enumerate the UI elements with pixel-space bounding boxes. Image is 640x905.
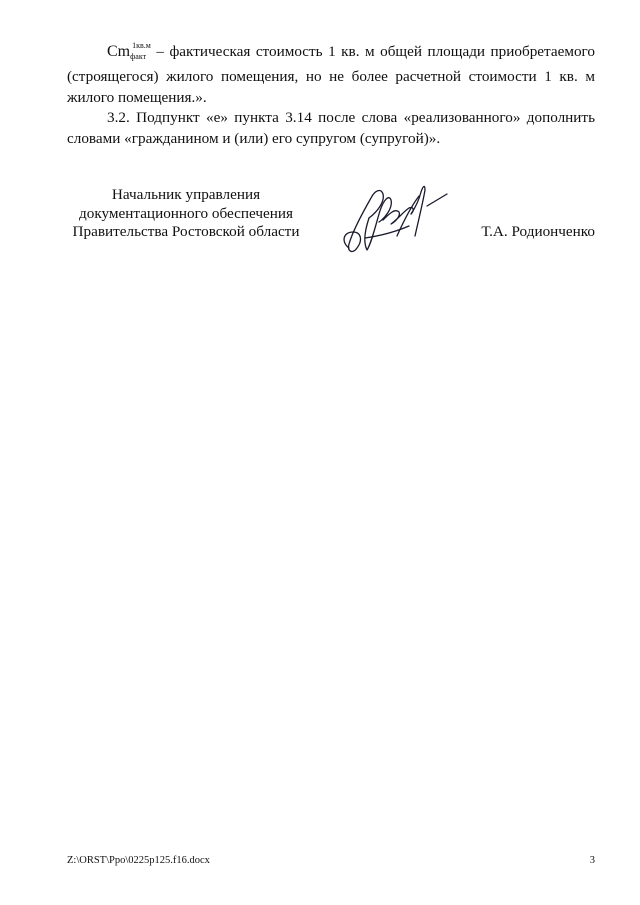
formula-subscript: факт (130, 52, 147, 61)
document-body (67, 36, 595, 149)
formula-symbol: Cm (107, 43, 131, 60)
footer-page-number: 3 (589, 855, 595, 866)
formula-description: – фактическая стоимость 1 кв. м общей площади приобретаемого (строящегося) жилого помещения, но не более расчетной стоимости 1 кв. м жилого помещения.». (67, 43, 595, 106)
signer-title-line-1: Начальник управления (111, 186, 261, 203)
signature-block (67, 186, 595, 266)
amendment-paragraph: 3.2. Подпункт «е» пункта 3.14 после слова «реализованного» дополнить словами «гражданином и (или) его супругом (супругой)». (67, 109, 595, 147)
formula-paragraph (67, 36, 595, 108)
signer-title (67, 186, 305, 242)
signer-title-line-2: документационного обеспечения (79, 204, 293, 222)
signer-title-line-3: Правительства Ростовской области (72, 223, 300, 241)
formula-superscript: 1кв.м (132, 41, 151, 50)
footer-file-path: Z:\ORST\Ppo\0225p125.f16.docx (67, 855, 210, 866)
signer-name: Т.А. Родионченко (481, 223, 595, 240)
handwritten-signature (339, 178, 451, 260)
